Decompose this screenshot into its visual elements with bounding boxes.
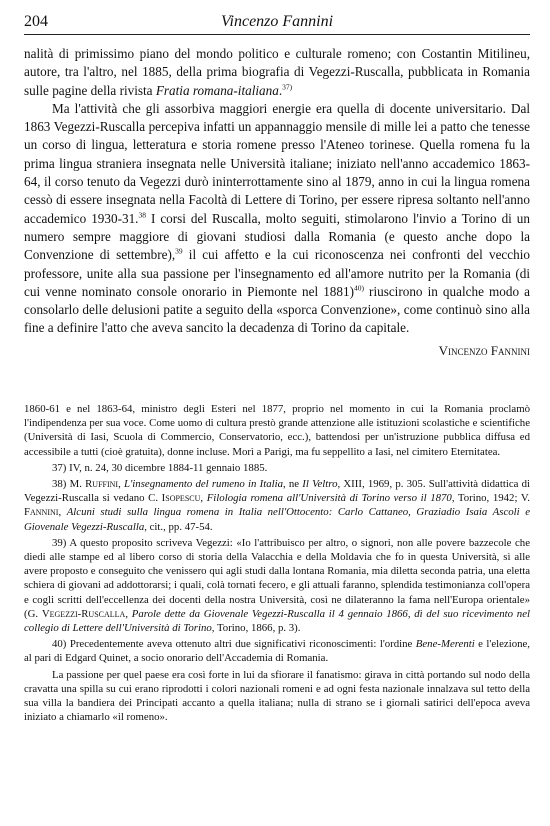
page-number: 204: [24, 13, 48, 30]
footnote-number: 37): [52, 461, 67, 474]
footnote-38: [24, 477, 530, 534]
footnote-text: , Torino, 1866, p. 3).: [211, 622, 301, 635]
footnote-ref[interactable]: 38: [138, 210, 146, 220]
journal-title: Il Veltro: [302, 478, 338, 491]
footnote-text: ,: [118, 478, 124, 491]
author-name: Fannini: [24, 506, 59, 519]
work-title: Filologia romena all'Università di Torino verso il 1870: [206, 492, 452, 505]
main-text: [24, 45, 530, 360]
journal-title: Fratia romana-italiana: [155, 82, 279, 98]
footnote-number: 38): [52, 478, 67, 491]
footnote-40-continued: La passione per quel paese era così forte in lui da sfiorare il fanatismo: girava in città portando sul nodo della cravatta una spilla su cui erano riprodotti i colori nazionali romeni e ad ogni festa nazionale innalzava sul tetto della sua villa la bandiera dei Principati accanto a quella italiana; nulla di strano se i giornali satirici dell'epoca aveva iniziato a chiamarlo «il romeno».: [24, 668, 530, 724]
author-name: Ruffini: [85, 478, 119, 491]
footnotes: [24, 402, 530, 726]
footnote-text: , ne: [283, 478, 303, 491]
footnote-text: , cit., pp. 47-54.: [144, 520, 213, 533]
footnote-number: 39): [52, 536, 67, 549]
page-header: [24, 12, 530, 35]
paragraph-teaching: [24, 100, 530, 338]
footnote-39: [24, 536, 530, 635]
footnote-ref[interactable]: 37): [282, 82, 293, 92]
footnote-ref[interactable]: 40): [353, 283, 364, 293]
footnote-text: ,: [125, 607, 132, 620]
footnote-continued: 1860-61 e nel 1863-64, ministro degli Esteri nel 1877, proprio nel momento in cui la Romania proclamò l'indipendenza per sua voce. Come uomo di cultura prestò grande attenzione alle istituzioni scolastiche e scientifiche (Università di Iasi, Scuola di Commercio, Conservatorio, ecc.), battendosi per un'istruzione pubblica diffusa ed accessibile a tutti (cioè gratuita), donne incluse. Morì a Parigi, ma fu seppellito a Iasi, nel cimitero Eternitatea.: [24, 403, 530, 458]
punctuation: .: [278, 82, 283, 98]
order-name: Bene-Merenti: [415, 638, 475, 651]
author-name: Vegezzi-Ruscalla: [41, 607, 126, 620]
paragraph-text: il cui affetto e la cui riconoscenza nei confronti del vecchio professore, unite alla sua passione per l'insegnamento ed all'amore nutrito per la Romania (di cui venne nominato console onorario in Piemonte nel 1881): [24, 247, 530, 299]
footnote-text: ,: [200, 492, 207, 505]
work-title: Alcuni studi sulla lingua romena in Italia nell'Ottocento: Carlo Cattaneo, Graziadio Isaia Ascoli e Giovenale Vegezzi-Ruscalla: [24, 506, 530, 533]
footnote-text: , XIII, 1969, p. 305. Sull'attività didattica di Vegezzi-Ruscalla si vedano C.: [24, 478, 531, 505]
footnote-text: e l'elezione, al pari di Edgard Quinet, a socio onorario dell'Accademia di Romania.: [24, 638, 530, 665]
footnote-text: IV, n. 24, 30 dicembre 1884-11 gennaio 1885.: [66, 461, 268, 474]
paragraph-text: nalità di primissimo piano del mondo politico e culturale romeno; con Costantin Mitilineu, autore, tra l'altro, nel 1885, della prima biografia di Vegezzi-Ruscalla, pubblicata in Romania sulle pagine della rivista: [24, 46, 530, 98]
paragraph-text: I corsi del Ruscalla, molto seguiti, stimolarono l'invio a Torino di un numero sempre maggiore di giovani studiosi dalla Romania (e questo anche dopo la Convenzione di settembre),: [24, 210, 530, 263]
footnote-text: Precedentemente aveva ottenuto altri due significativi riconoscimenti: l'ordine: [66, 638, 416, 651]
footnote-text: ,: [58, 506, 67, 519]
paragraph-continuation: [24, 45, 530, 100]
footnote-ref[interactable]: 39: [175, 246, 183, 256]
work-title: Parole dette da Giovenale Vegezzi-Ruscalla il 4 gennaio 1866, dì del suo ricevimento nel collegio di Lettere dell'Università di Torino: [24, 607, 530, 635]
paragraph-text: Ma l'attività che gli assorbiva maggiori energie era quella di docente universitario. Dal 1863 Vegezzi-Ruscalla percepiva infatti un appannaggio mensile di mille lei a patto che tenesse un corso di lingua, letteratura e storia romene presso l'Ateneo torinese. Quella romena fu la prima lingua straniera insegnata nelle Università italiane; iniziato nell'anno accademico 1863-64, il corso tenuto da Vegezzi durò ininterrottamente sino al 1879, anno in cui la lingua romena cessò di essere insegnata nella Facoltà di Lettere di Torino, per essere ripresa soltanto nell'anno accademico 1930-31.: [24, 100, 530, 226]
paragraph-text: riuscirono in qualche modo a consolarlo delle delusioni patite a seguito della «sporca Convenzione», come continuò sino alla fine a definire l'atto che aveva sancito la decadenza di Torino da capitale.: [24, 283, 530, 336]
footnote-text: , Torino, 1942; V.: [451, 492, 530, 505]
author-signature: Vincenzo Fannini: [438, 342, 530, 358]
running-title: Vincenzo Fannini: [220, 13, 334, 30]
footnote-37: [24, 461, 530, 475]
work-title: L'insegnamento del rumeno in Italia: [123, 478, 284, 491]
footnote-text: A questo proposito scriveva Vegezzi: «Io l'attribuisco per altro, o signori, non alle povere bazzecole che diedi alle stampe ed al libero corso di storia della Valacchia e della Moldavia che fo in questa Università, sì alle avere proposto e conseguito che venissero qui agli studi dalla lontana Romania, mia diletta seconda patria, una eletta schiera di giovani ad addottorarsi; i quali, colà tornati fecero, e gli attuali faranno, splendida testimonianza coll'opera e cogli scritti dell'eccellenza dei docenti della nostra Università, così ne dilateranno la fama nell'Europa orientale» (G.: [24, 536, 530, 620]
footnote-text: M.: [66, 478, 86, 491]
footnote-40: [24, 637, 530, 665]
author-name: Isopescu: [161, 492, 201, 505]
footnote-number: 40): [52, 638, 67, 651]
